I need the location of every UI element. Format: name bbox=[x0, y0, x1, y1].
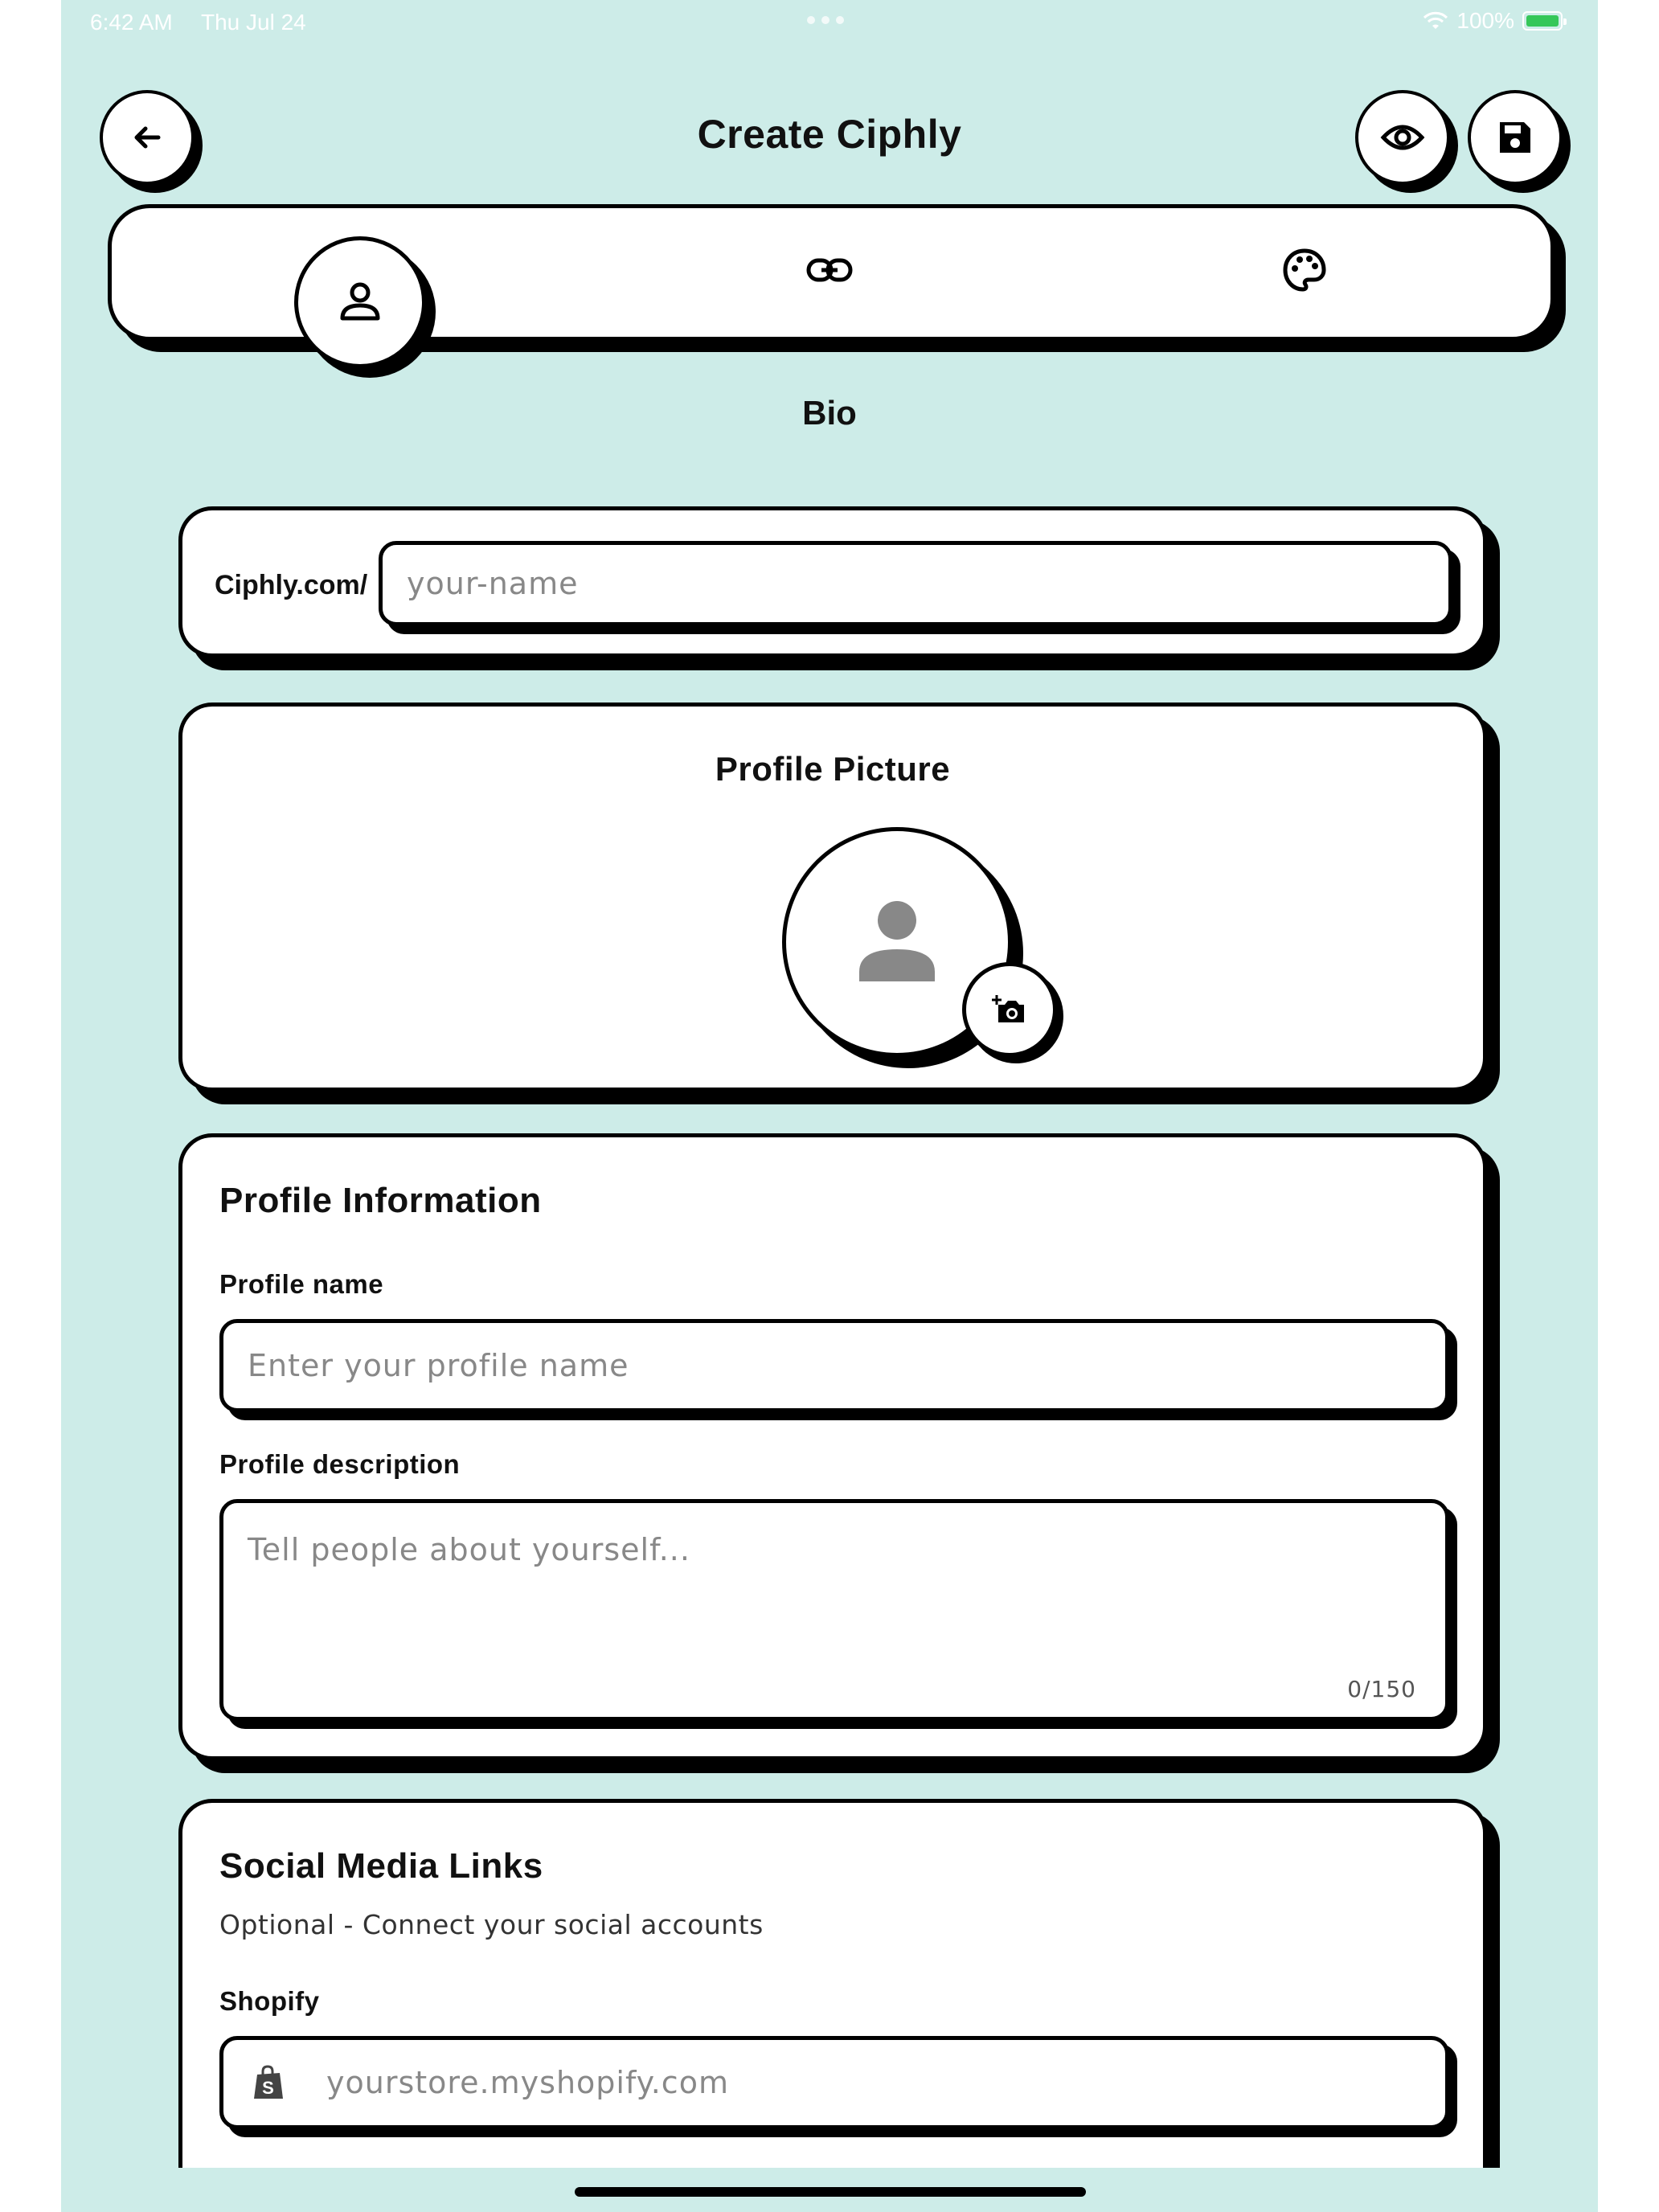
tab-theme[interactable] bbox=[1276, 244, 1333, 296]
app-screen bbox=[61, 0, 1598, 2212]
wifi-icon bbox=[1423, 11, 1448, 31]
shopify-placeholder: yourstore.myshopify.com bbox=[326, 2065, 729, 2100]
profile-name-label: Profile name bbox=[219, 1269, 384, 1299]
preview-button[interactable] bbox=[1355, 90, 1450, 185]
url-card bbox=[178, 506, 1487, 657]
shopify-label: Shopify bbox=[219, 1986, 320, 2016]
save-button[interactable] bbox=[1468, 90, 1563, 185]
character-counter: 0/150 bbox=[1347, 1676, 1416, 1702]
username-placeholder: your-name bbox=[407, 566, 579, 601]
profile-picture-card bbox=[178, 703, 1487, 1092]
user-icon bbox=[336, 278, 384, 326]
svg-text:S: S bbox=[262, 2078, 275, 2098]
url-prefix: Ciphly.com/ bbox=[215, 570, 368, 600]
profile-description-placeholder: Tell people about yourself... bbox=[248, 1532, 690, 1567]
add-camera-icon bbox=[992, 993, 1027, 1026]
profile-information-card bbox=[178, 1133, 1487, 1760]
eye-icon bbox=[1380, 121, 1425, 154]
shopify-bag-icon bbox=[252, 2065, 285, 2100]
link-icon bbox=[805, 254, 854, 286]
status-date: Thu Jul 24 bbox=[201, 10, 306, 35]
profile-name-input[interactable] bbox=[219, 1319, 1449, 1412]
social-media-card bbox=[178, 1799, 1487, 2212]
page-title: Create Ciphly bbox=[697, 112, 962, 157]
add-photo-button[interactable] bbox=[962, 962, 1057, 1057]
profile-description-textarea[interactable] bbox=[219, 1499, 1449, 1721]
tab-bio[interactable] bbox=[294, 236, 426, 368]
tab-links[interactable] bbox=[797, 246, 862, 294]
battery-percentage: 100% bbox=[1456, 8, 1514, 33]
status-time: 6:42 AM bbox=[90, 10, 173, 35]
palette-icon bbox=[1282, 248, 1327, 293]
battery-charging-icon bbox=[1522, 11, 1563, 31]
floppy-disk-icon bbox=[1497, 119, 1534, 156]
profile-information-title: Profile Information bbox=[219, 1181, 542, 1220]
profile-name-placeholder: Enter your profile name bbox=[248, 1348, 629, 1383]
shopify-input[interactable] bbox=[219, 2036, 1449, 2129]
profile-description-label: Profile description bbox=[219, 1449, 461, 1479]
username-input[interactable] bbox=[379, 541, 1452, 626]
social-media-subtitle: Optional - Connect your social accounts bbox=[219, 1909, 764, 1940]
section-title: Bio bbox=[802, 394, 857, 432]
multitasking-dots[interactable] bbox=[807, 16, 844, 24]
status-bar bbox=[61, 0, 1598, 45]
home-indicator[interactable] bbox=[575, 2187, 1086, 2197]
status-right bbox=[1423, 8, 1563, 34]
social-media-title: Social Media Links bbox=[219, 1846, 543, 1886]
profile-picture-title: Profile Picture bbox=[715, 750, 951, 788]
